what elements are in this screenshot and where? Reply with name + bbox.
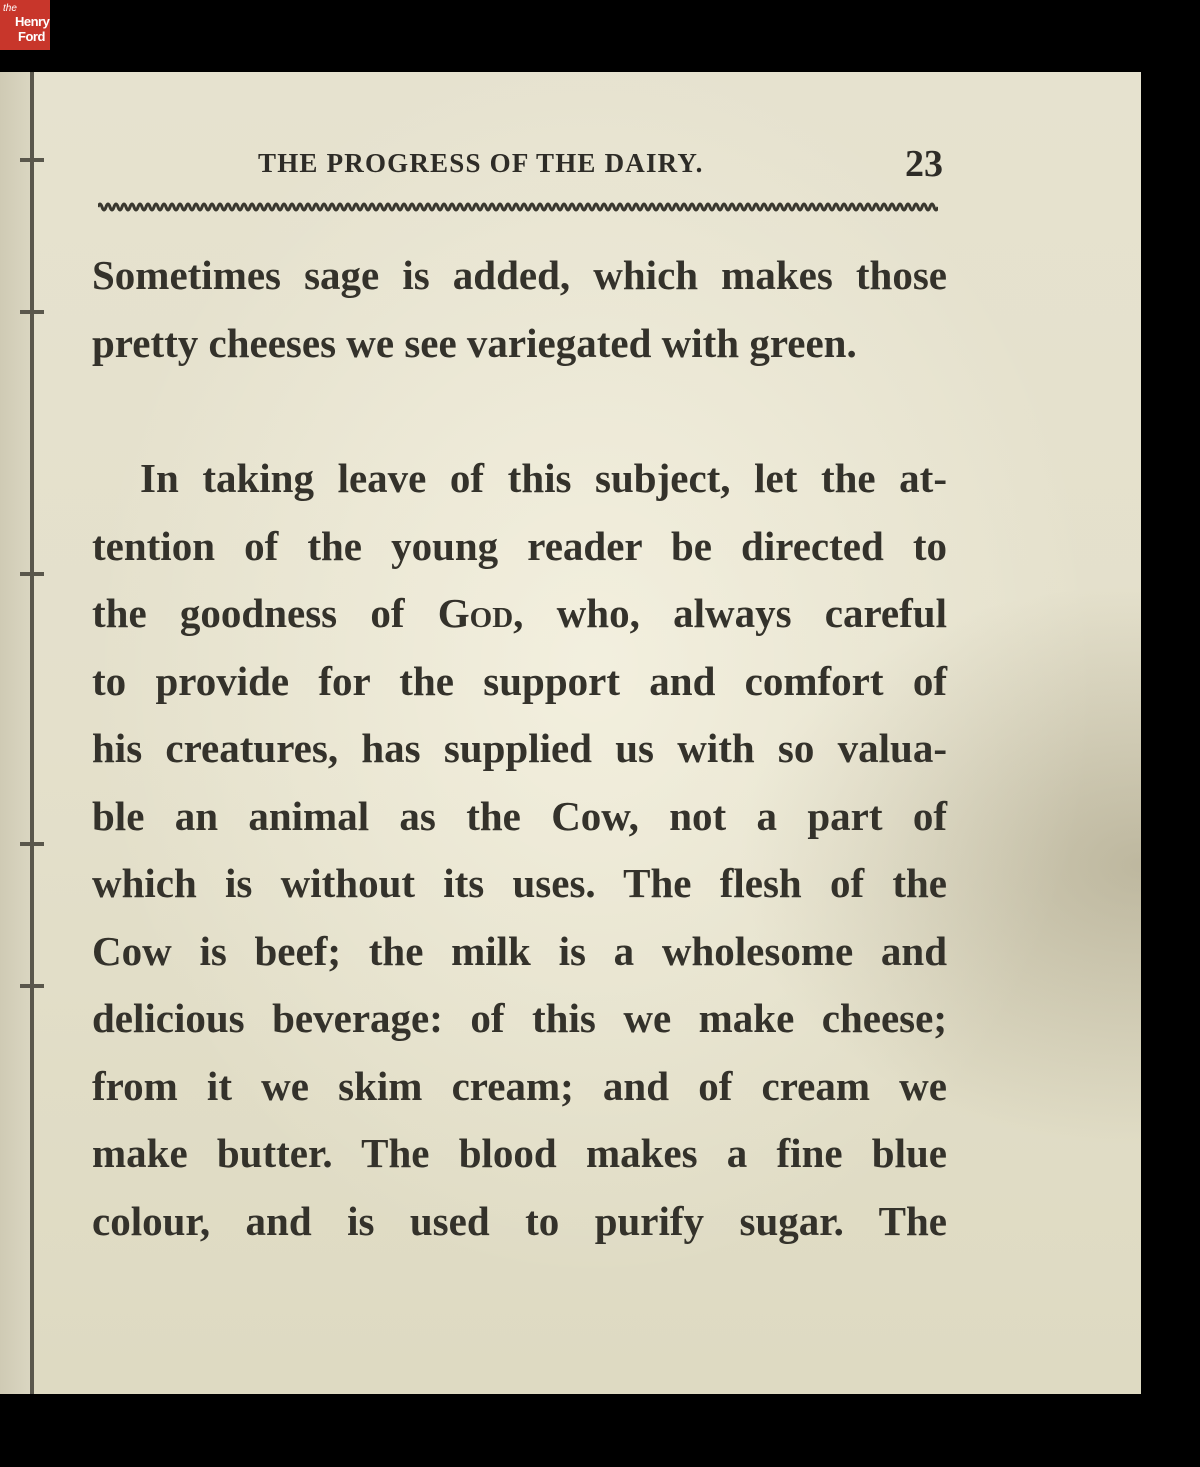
text-line: tention of the young reader be directed to — [92, 522, 947, 569]
body-text — [92, 242, 947, 1255]
text-line: delicious beverage: of this we make cheese; — [92, 995, 947, 1041]
text-line: from it we skim cream; and of cream we — [92, 1062, 947, 1109]
binding-stitch — [20, 158, 44, 162]
text-fragment: , who, always careful — [513, 590, 947, 636]
logo-word-henry: Henry — [15, 14, 50, 29]
binding-gutter — [0, 72, 30, 1394]
binding-spine-line — [30, 72, 34, 1394]
henry-ford-logo — [0, 0, 50, 50]
text-line: Cow is beef; the milk is a wholesome and — [92, 927, 947, 974]
page-number: 23 — [905, 143, 943, 185]
text-line: his creatures, has supplied us with so valua- — [92, 725, 947, 771]
text-fragment: the goodness of — [92, 590, 438, 636]
binding-stitch — [20, 572, 44, 576]
text-line: make butter. The blood makes a fine blue — [92, 1130, 947, 1176]
book-page-scan — [0, 72, 1141, 1394]
text-line: colour, and is used to purify sugar. The — [92, 1197, 947, 1244]
paragraph-gap — [92, 377, 947, 445]
text-line: In taking leave of this subject, let the at- — [140, 455, 947, 501]
wavy-rule-divider — [98, 200, 938, 214]
text-line: pretty cheeses we see variegated with green. — [92, 319, 857, 366]
text-line: ble an animal as the Cow, not a part of — [92, 792, 947, 839]
text-line: Sometimes sage is added, which makes those — [92, 252, 947, 298]
logo-word-ford: Ford — [18, 29, 45, 44]
binding-stitch — [20, 984, 44, 988]
text-fragment-god: God — [437, 590, 514, 636]
logo-word-the: the — [3, 3, 17, 14]
text-line-with-god — [92, 580, 947, 648]
text-line: to provide for the support and comfort of — [92, 657, 947, 704]
binding-stitch — [20, 310, 44, 314]
binding-stitch — [20, 842, 44, 846]
running-head: THE PROGRESS OF THE DAIRY. — [258, 148, 704, 178]
text-line: which is without its uses. The flesh of the — [92, 860, 947, 906]
